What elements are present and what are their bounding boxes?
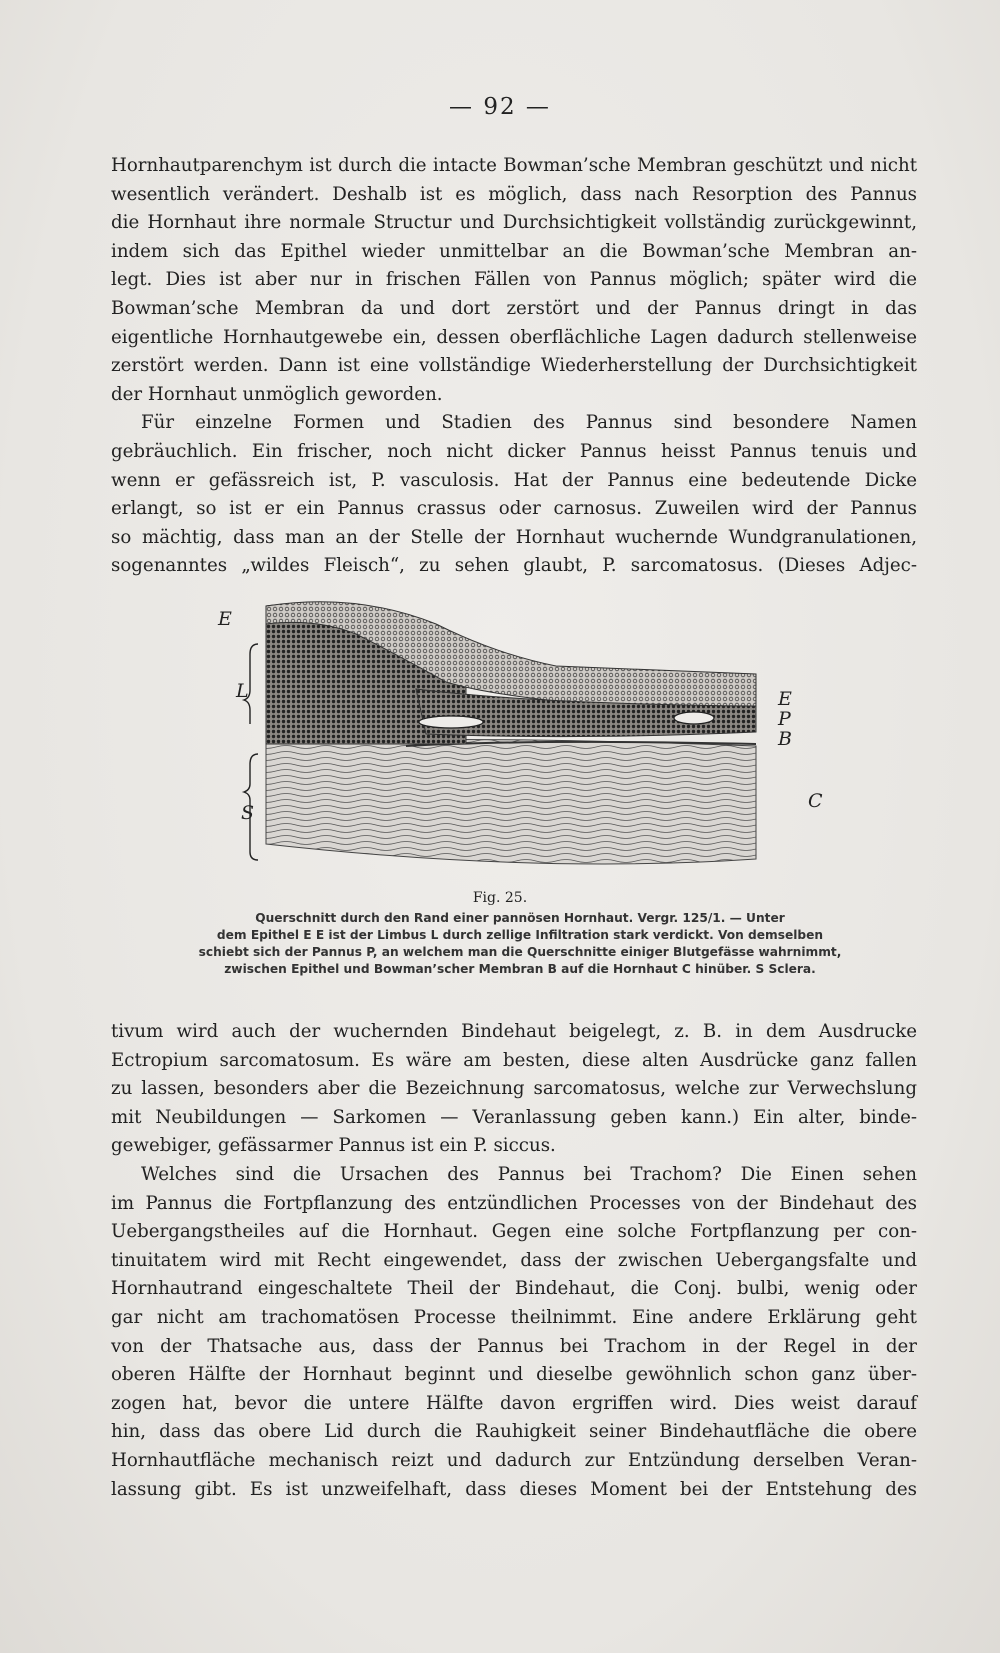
page-number: — 92 — bbox=[449, 94, 551, 120]
text-line: wesentlich verändert. Deshalb ist es möglich, dass nach Resorption des Pannus bbox=[111, 183, 917, 205]
histology-figure bbox=[236, 594, 816, 876]
caption-line: zwischen Epithel und Bowman’scher Membran B auf die Hornhaut C hinüber. S Sclera. bbox=[224, 962, 816, 976]
text-line: hin, dass das obere Lid durch die Rauhigkeit seiner Bindehautfläche die obere bbox=[111, 1421, 917, 1443]
figure-number: Fig. 25. bbox=[472, 890, 528, 906]
text-line: Bowman’sche Membran da und dort zerstört und der Pannus dringt in das bbox=[111, 297, 917, 319]
text-line: von der Thatsache aus, dass der Pannus bei Trachom in der Regel in der bbox=[111, 1335, 917, 1357]
text-line: legt. Dies ist aber nur in frischen Fällen von Pannus möglich; später wird die bbox=[111, 269, 917, 291]
text-line: gar nicht am trachomatösen Processe theilnimmt. Eine andere Erklärung geht bbox=[111, 1306, 917, 1328]
text-line: tivum wird auch der wuchernden Bindehaut beigelegt, z. B. in dem Ausdrucke bbox=[111, 1021, 917, 1042]
text-line: eigentliche Hornhautgewebe ein, dessen oberflächliche Lagen dadurch stellenweise bbox=[111, 326, 917, 348]
text-line: gebräuchlich. Ein frischer, noch nicht dicker Pannus heisst Pannus tenuis und bbox=[111, 440, 917, 462]
figure-label-left: S bbox=[241, 802, 255, 824]
text-line: erlangt, so ist er ein Pannus crassus oder carnosus. Zuweilen wird der Pannus bbox=[111, 498, 917, 520]
text-line: oberen Hälfte der Hornhaut beginnt und dieselbe gewöhnlich schon ganz über- bbox=[111, 1364, 917, 1386]
text-line: Für einzelne Formen und Stadien des Pannus sind besondere Namen bbox=[141, 412, 917, 434]
text-line: Welches sind die Ursachen des Pannus bei Trachom? Die Einen sehen bbox=[141, 1163, 917, 1185]
text-line: tinuitatem wird mit Recht eingewendet, dass der zwischen Uebergangsfalte und bbox=[111, 1249, 917, 1271]
text-line: Hornhautparenchym ist durch die intacte Bowman’sche Membran geschützt und nicht bbox=[111, 155, 917, 176]
paragraph-bottom bbox=[111, 1018, 917, 1504]
figure-label-left: E bbox=[218, 608, 232, 630]
text-line: zogen hat, bevor die untere Hälfte davon ergriffen wird. Dies weist darauf bbox=[111, 1392, 917, 1414]
figure-label-right: P bbox=[778, 708, 791, 730]
paragraph-top bbox=[111, 152, 917, 581]
figure-label-left: L bbox=[236, 680, 249, 702]
text-line: die Hornhaut ihre normale Structur und Durchsichtigkeit vollständig zurückgewinnt, bbox=[111, 212, 917, 234]
text-line: der Hornhaut unmöglich geworden. bbox=[111, 383, 443, 405]
text-line: lassung gibt. Es ist unzweifelhaft, dass dieses Moment bei der Entstehung des bbox=[111, 1478, 917, 1500]
caption-line: dem Epithel E E ist der Limbus L durch zellige Infiltration stark verdickt. Von demselben bbox=[216, 928, 824, 942]
text-line: Hornhautfläche mechanisch reizt und dadurch zur Entzündung derselben Veran- bbox=[111, 1449, 917, 1471]
figure-caption bbox=[150, 910, 890, 978]
figure-label-right: E bbox=[778, 688, 792, 710]
caption-line: Querschnitt durch den Rand einer pannösen Hornhaut. Vergr. 125/1. — Unter bbox=[255, 911, 785, 925]
text-line: Uebergangstheiles auf die Hornhaut. Gegen eine solche Fortpflanzung per con- bbox=[111, 1221, 917, 1243]
text-line: mit Neubildungen — Sarkomen — Veranlassung geben kann.) Ein alter, binde- bbox=[111, 1106, 917, 1128]
text-line: indem sich das Epithel wieder unmittelbar an die Bowman’sche Membran an- bbox=[111, 240, 917, 262]
text-line: wenn er gefässreich ist, P. vasculosis. Hat der Pannus eine bedeutende Dicke bbox=[111, 469, 917, 491]
figure-label-right: C bbox=[808, 790, 823, 812]
text-line: Ectropium sarcomatosum. Es wäre am besten, diese alten Ausdrücke ganz fallen bbox=[111, 1049, 917, 1071]
cornea-cross-section-illustration bbox=[236, 594, 816, 876]
text-line: im Pannus die Fortpflanzung des entzündlichen Processes von der Bindehaut des bbox=[111, 1192, 917, 1214]
text-line: zerstört werden. Dann ist eine vollständige Wiederherstellung der Durchsichtigkeit bbox=[111, 355, 917, 377]
text-line: gewebiger, gefässarmer Pannus ist ein P. siccus. bbox=[111, 1135, 556, 1157]
figure-label-right: B bbox=[778, 728, 792, 750]
text-line: Hornhautrand eingeschaltete Theil der Bindehaut, die Conj. bulbi, wenig oder bbox=[111, 1278, 917, 1300]
text-line: so mächtig, dass man an der Stelle der Hornhaut wuchernde Wundgranulationen, bbox=[111, 526, 917, 548]
caption-line: schiebt sich der Pannus P, an welchem man die Querschnitte einiger Blutgefässe wahrnimmt, bbox=[198, 945, 842, 959]
text-line: zu lassen, besonders aber die Bezeichnung sarcomatosus, welche zur Verwechslung bbox=[111, 1078, 917, 1100]
text-line: sogenanntes „wildes Fleisch“, zu sehen glaubt, P. sarcomatosus. (Dieses Adjec- bbox=[111, 555, 917, 577]
